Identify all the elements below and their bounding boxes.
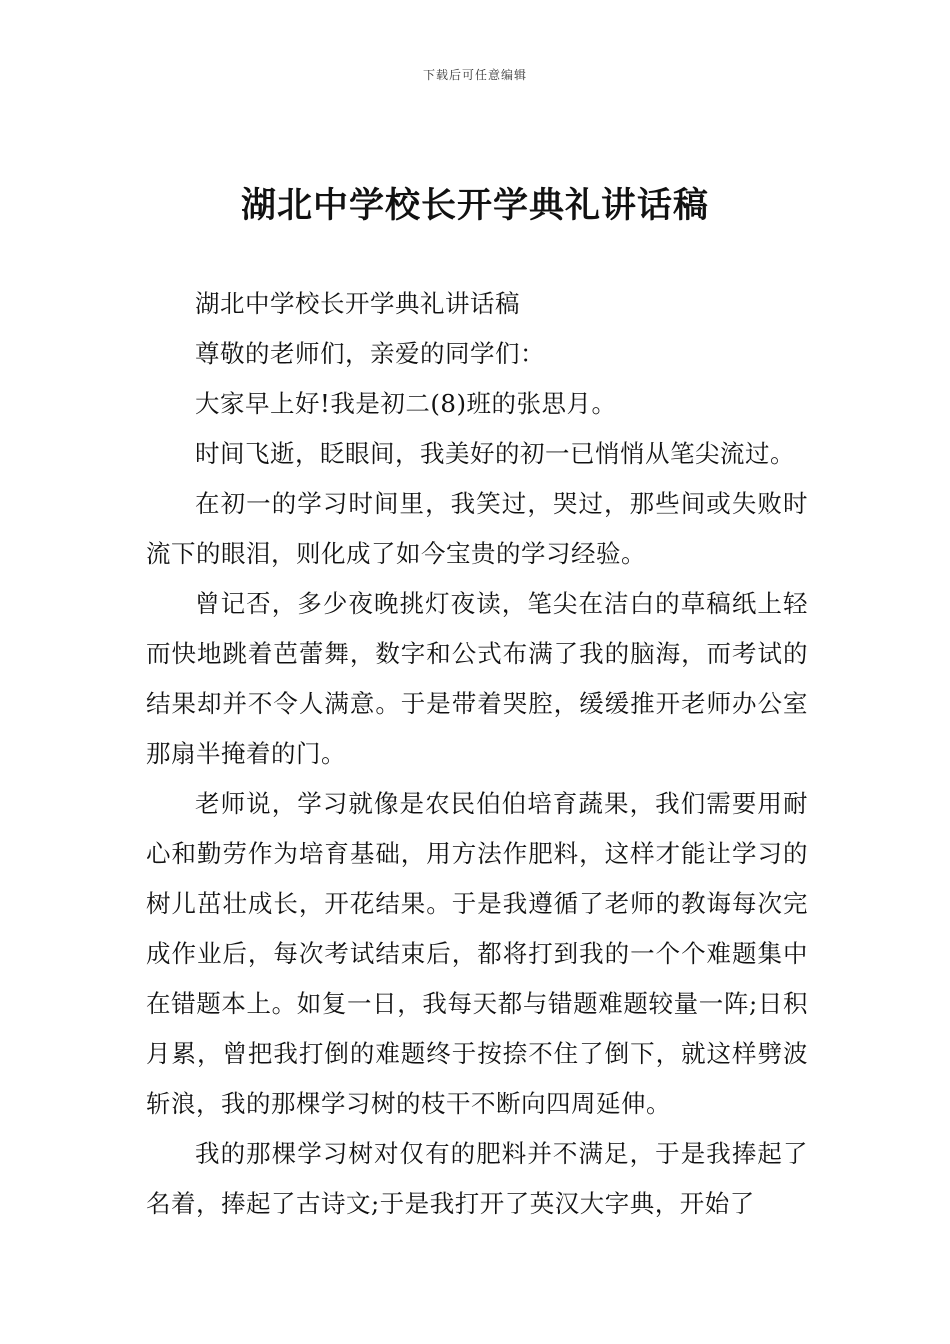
document-title: 湖北中学校长开学典礼讲话稿 [240,186,709,226]
paragraph: 湖北中学校长开学典礼讲话稿 [195,289,520,318]
paragraph: 大家早上好!我是初二(8)班的张思月。 [195,389,617,418]
paragraph: 在初一的学习时间里，我笑过，哭过，那些间或失败时流下的眼泪，则化成了如今宝贵的学习经验。 [146,489,808,568]
paragraph: 我的那棵学习树对仅有的肥料并不满足，于是我捧起了名着，捧起了古诗文;于是我打开了英汉大字典，开始了 [146,1139,808,1218]
header-note: 下载后可任意编辑 [422,68,527,82]
document-body [146,279,808,1229]
paragraph: 老师说，学习就像是农民伯伯培育蔬果，我们需要用耐心和勤劳作为培育基础，用方法作肥料，这样才能让学习的树儿茁壮成长，开花结果。于是我遵循了老师的教诲每次完成作业后，每次考试结束后，都将打到我的一个个难题集中在错题本上。如复一日，我每天都与错题难题较量一阵;日积月累，曾把我打倒的难题终于按捺不住了倒下，就这样劈波斩浪，我的那棵学习树的枝干不断向四周延伸。 [146,789,808,1118]
paragraph: 时间飞逝，眨眼间，我美好的初一已悄悄从笔尖流过。 [195,439,795,468]
paragraph: 曾记否，多少夜晚挑灯夜读，笔尖在洁白的草稿纸上轻而快地跳着芭蕾舞，数字和公式布满了我的脑海，而考试的结果却并不令人满意。于是带着哭腔，缓缓推开老师办公室那扇半掩着的门。 [146,589,808,768]
paragraph: 尊敬的老师们，亲爱的同学们： [195,339,545,368]
